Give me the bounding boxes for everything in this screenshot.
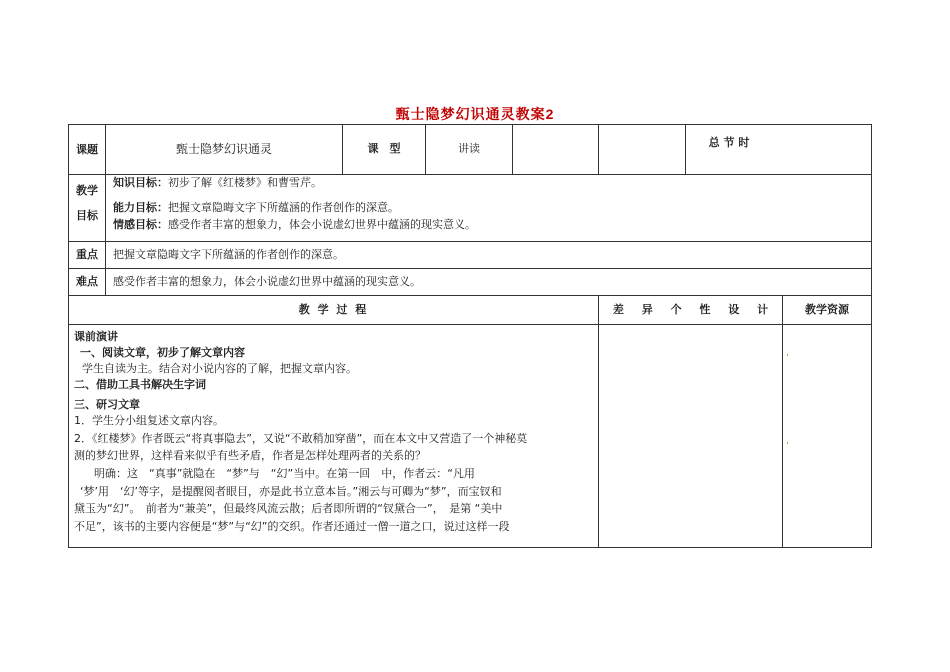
emotion-objective (113, 218, 863, 232)
document-title (0, 104, 950, 124)
emotion-label: 情感目标： (113, 218, 168, 231)
type-value: 讲读 (458, 142, 480, 155)
process-line-2: 一、阅读文章，初步了解文章内容 (80, 346, 245, 359)
ability-label: 能力目标： (113, 201, 168, 214)
resources-header: 教学资源 (805, 303, 849, 316)
resource-mark-1: , (786, 348, 789, 358)
process-line-3: 学生自读为主。结合对小说内容的了解，把握文章内容。 (82, 362, 357, 375)
knowledge-label: 知识目标： (113, 176, 168, 189)
process-line-10: ‘梦’用 ‘幻’等字，是提醒阅者眼目，亦是此书立意本旨。”湘云与可卿为“梦”，而宝钗和 (80, 485, 502, 498)
objectives-label-2: 目标 (76, 209, 98, 222)
type-label: 课 型 (367, 142, 401, 155)
process-line-12: 不足”，该书的主要内容便是“梦”与“幻”的交织。作者还通过一僧一道之口，说过这样一段 (74, 520, 510, 533)
design-header: 差 异 个 性 设 计 (612, 303, 769, 316)
process-line-5: 三、研习文章 (74, 398, 140, 411)
process-line-1: 课前演讲 (74, 330, 118, 343)
key-point-text: 把握文章隐晦文字下所蕴涵的作者创作的深意。 (113, 248, 344, 261)
topic-value: 甄士隐梦幻识通灵 (175, 142, 272, 156)
process-line-9: 明确：这 “真事”就隐在 “梦”与 “幻”当中。在第一回 中，作者云：“凡用 (94, 467, 475, 480)
ability-objective (113, 201, 863, 215)
process-line-4: 二、借助工具书解决生字词 (74, 378, 206, 391)
process-line-11: 黛玉为“幻”。 前者为“兼美”，但最终风流云散；后者即所谓的“钗黛合一”， 是第 “美中 (74, 502, 503, 515)
key-point-label: 重点 (76, 248, 98, 261)
ability-text: 把握文章隐晦文字下所蕴涵的作者创作的深意。 (168, 201, 399, 214)
knowledge-text: 初步了解《红楼梦》和曹雪芹。 (168, 176, 322, 189)
hours-label: 总 节 时 (708, 136, 750, 149)
knowledge-objective (113, 176, 863, 190)
process-header: 教 学 过 程 (298, 303, 369, 316)
process-line-7: 2．《红楼梦》作者既云“将真事隐去”，又说“不敢稍加穿凿”，而在本文中又营造了一个神秘莫 (74, 432, 528, 445)
difficulty-text: 感受作者丰富的想象力，体会小说虚幻世界中蕴涵的现实意义。 (113, 275, 421, 288)
process-line-6: 1．学生分小组复述文章内容。 (74, 414, 224, 427)
title-text: 甄士隐梦幻识通灵教案 (395, 107, 546, 123)
objectives-label-1: 教学 (76, 184, 98, 197)
process-line-8: 测的梦幻世界，这样看来似乎有些矛盾，作者是怎样处理两者的关系的？ (74, 449, 426, 462)
topic-label: 课题 (76, 143, 98, 156)
resource-mark-2: , (786, 436, 789, 446)
title-number: 2 (545, 106, 555, 122)
emotion-text: 感受作者丰富的想象力，体会小说虚幻世界中蕴涵的现实意义。 (168, 218, 476, 231)
difficulty-label: 难点 (76, 275, 98, 288)
